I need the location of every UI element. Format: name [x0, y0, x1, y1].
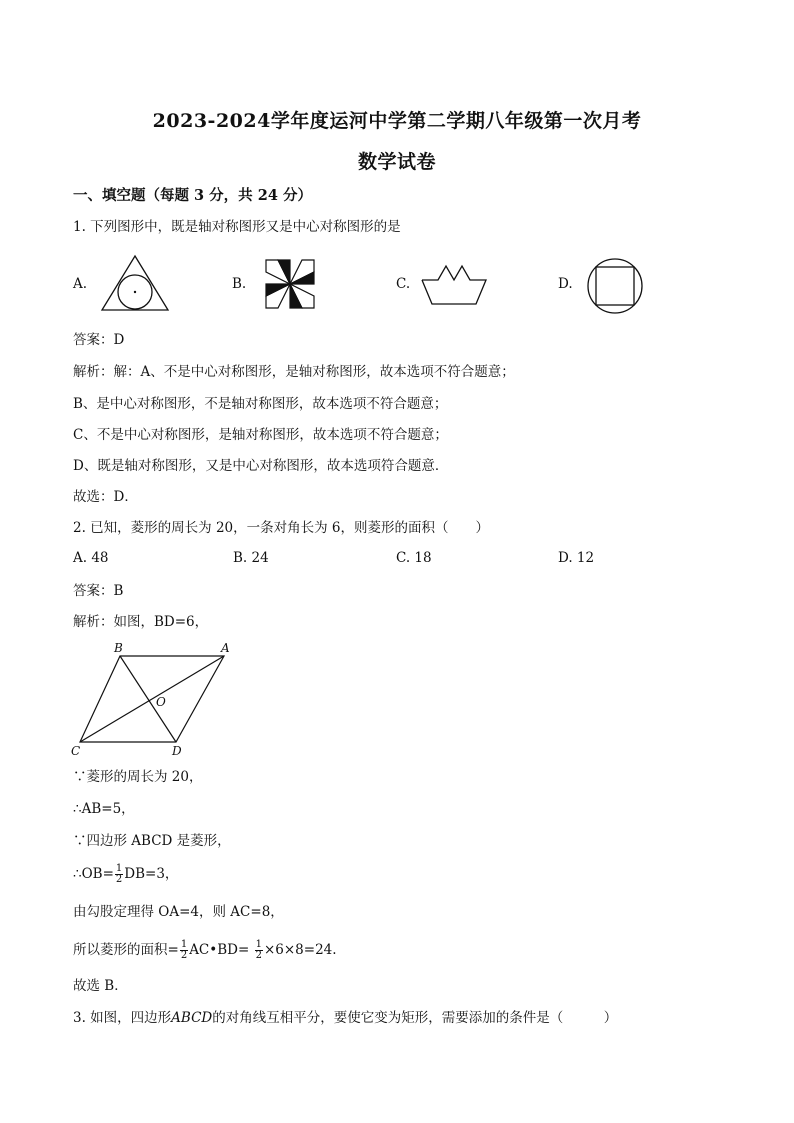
- q2-option-a: A. 48: [73, 550, 109, 566]
- q2-conclusion: 故选 B．: [73, 978, 128, 994]
- q2-step: ∵菱形的周长为 20，: [73, 769, 203, 785]
- q1-figure-d-circle-square: [585, 256, 645, 316]
- q2-answer: 答案：B: [73, 583, 124, 599]
- q2-step: ∵四边形 ABCD 是菱形，: [73, 833, 231, 849]
- q1-figure-c-boat: [420, 262, 488, 306]
- q2-step-text: AC•BD=: [189, 942, 254, 958]
- document-subtitle: 数学试卷: [357, 151, 436, 173]
- q2-option-c: C. 18: [396, 550, 432, 566]
- q1-analysis-line: C、不是中心对称图形，是轴对称图形，故本选项不符合题意；: [73, 427, 448, 443]
- q1-option-b-label: B.: [232, 276, 247, 292]
- q2-step-text: 所以菱形的面积=: [73, 942, 179, 958]
- q1-analysis-line: 解析：解：A、不是中心对称图形，是轴对称图形，故本选项不符合题意；: [73, 364, 515, 380]
- fraction-one-half: $\frac{1}{2}$: [180, 939, 188, 961]
- q1-answer: 答案：D: [73, 332, 125, 348]
- q2-step: ∴AB=5，: [73, 801, 135, 817]
- q3-stem: [73, 1008, 617, 1028]
- q1-option-c-label: C.: [396, 276, 411, 292]
- q1-analysis-line: B、是中心对称图形，不是轴对称图形，故本选项不符合题意；: [73, 396, 448, 412]
- q1-analysis-line: 故选：D．: [73, 489, 138, 505]
- q2-option-b: B. 24: [233, 550, 269, 566]
- q3-stem-variable: ABCD: [171, 1010, 213, 1026]
- q2-step-text: ∴OB=: [73, 866, 114, 882]
- vertex-label-b: B: [114, 641, 123, 655]
- q1-analysis-line: D、既是轴对称图形，又是中心对称图形，故本选项符合题意．: [73, 458, 449, 474]
- q3-stem-text: 的对角线互相平分，要使它变为矩形，需要添加的条件是（ ）: [212, 1010, 618, 1026]
- vertex-label-a: A: [221, 641, 230, 655]
- fraction-one-half: $\frac{1}{2}$: [115, 863, 123, 885]
- document-title: 2023-2024学年度运河中学第二学期八年级第一次月考: [152, 110, 642, 132]
- q1-figure-a-triangle-circle: [100, 254, 170, 312]
- q2-option-d: D. 12: [558, 550, 595, 566]
- center-label-o: O: [156, 695, 166, 709]
- fraction-one-half: $\frac{1}{2}$: [255, 939, 262, 961]
- q2-step-text: DB=3，: [124, 866, 179, 882]
- q2-analysis-intro: 解析：如图，BD=6，: [73, 614, 209, 630]
- q2-step-ob: [73, 864, 178, 885]
- q2-step-area: [73, 940, 337, 961]
- q1-option-d-label: D.: [558, 276, 573, 292]
- vertex-label-c: C: [71, 744, 81, 758]
- vertex-label-d: D: [172, 744, 182, 758]
- q3-stem-text: 3. 如图，四边形: [73, 1010, 172, 1026]
- q1-stem: 1. 下列图形中，既是轴对称图形又是中心对称图形的是: [73, 219, 401, 235]
- q2-step: 由勾股定理得 OA=4，则 AC=8，: [73, 904, 284, 920]
- q2-rhombus-figure: [68, 638, 238, 762]
- section-heading: 一、填空题（每题 3 分，共 24 分）: [73, 187, 312, 204]
- q2-stem: 2. 已知，菱形的周长为 20，一条对角长为 6，则菱形的面积（ ）: [73, 520, 490, 536]
- q1-option-a-label: A.: [73, 276, 88, 292]
- q2-step-text: ×6×8=24.: [263, 942, 337, 958]
- q1-figure-b-pinwheel: [264, 258, 316, 310]
